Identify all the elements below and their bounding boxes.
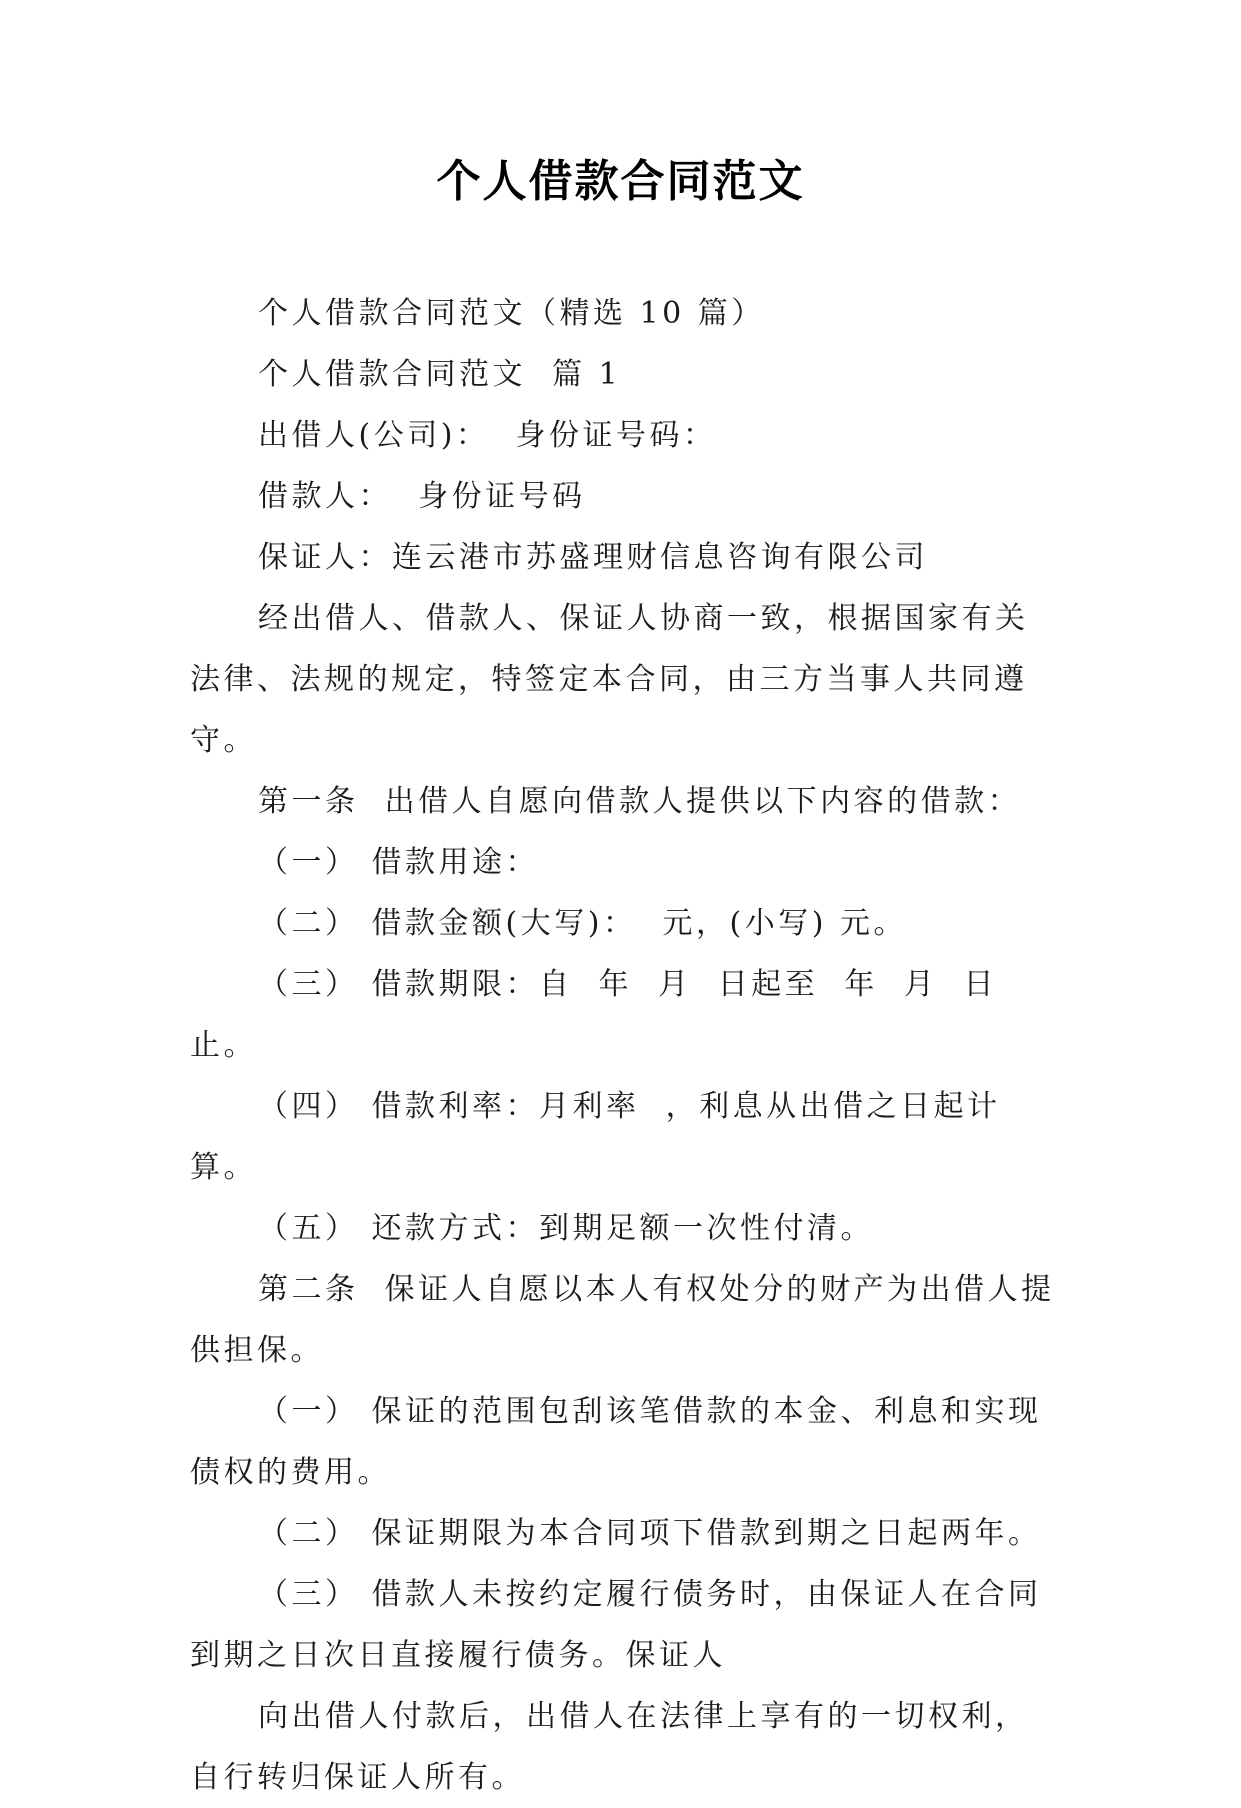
document-title: 个人借款合同范文 [436,156,805,207]
paragraph-preamble: 经出借人、借款人、保证人协商一致，根据国家有关法律、法规的规定，特签定本合同，由三方当事人共同遵守。 [190,601,1029,758]
paragraph-repayment: （五） 还款方式：到期足额一次性付清。 [258,1211,875,1246]
paragraph-interest-rate: （四） 借款利率：月利率 ，利息从出借之日起计算。 [190,1089,1001,1185]
paragraph-lender: 出借人(公司)： 身份证号码： [258,418,717,453]
paragraph-guarantee-period: （二） 保证期限为本合同项下借款到期之日起两年。 [258,1516,1042,1551]
paragraph-borrower: 借款人： 身份证号码 [258,479,586,514]
paragraph-article-1: 第一条 出借人自愿向借款人提供以下内容的借款： [258,784,1022,819]
paragraph-guarantor-duty: （三） 借款人未按约定履行债务时，由保证人在合同到期之日次日直接履行债务。保证人 [190,1577,1042,1673]
paragraph-article-2: 第二条 保证人自愿以本人有权处分的财产为出借人提供担保。 [190,1272,1055,1368]
paragraph-guarantee-scope: （一） 保证的范围包刮该笔借款的本金、利息和实现债权的费用。 [190,1394,1042,1490]
document-body [190,283,1056,1808]
paragraph-section-heading: 个人借款合同范文 篇 1 [258,357,622,392]
paragraph-subtitle: 个人借款合同范文（精选 10 篇） [258,296,765,331]
paragraph-loan-term: （三） 借款期限：自 年 月 日起至 年 月 日止。 [190,967,997,1063]
paragraph-loan-amount: （二） 借款金额(大写)： 元，(小写) 元。 [258,906,907,941]
paragraph-loan-purpose: （一） 借款用途： [258,845,540,880]
paragraph-guarantor: 保证人：连云港市苏盛理财信息咨询有限公司 [258,540,928,575]
paragraph-rights-transfer: 向出借人付款后，出借人在法律上享有的一切权利，自行转归保证人所有。 [190,1699,1029,1795]
